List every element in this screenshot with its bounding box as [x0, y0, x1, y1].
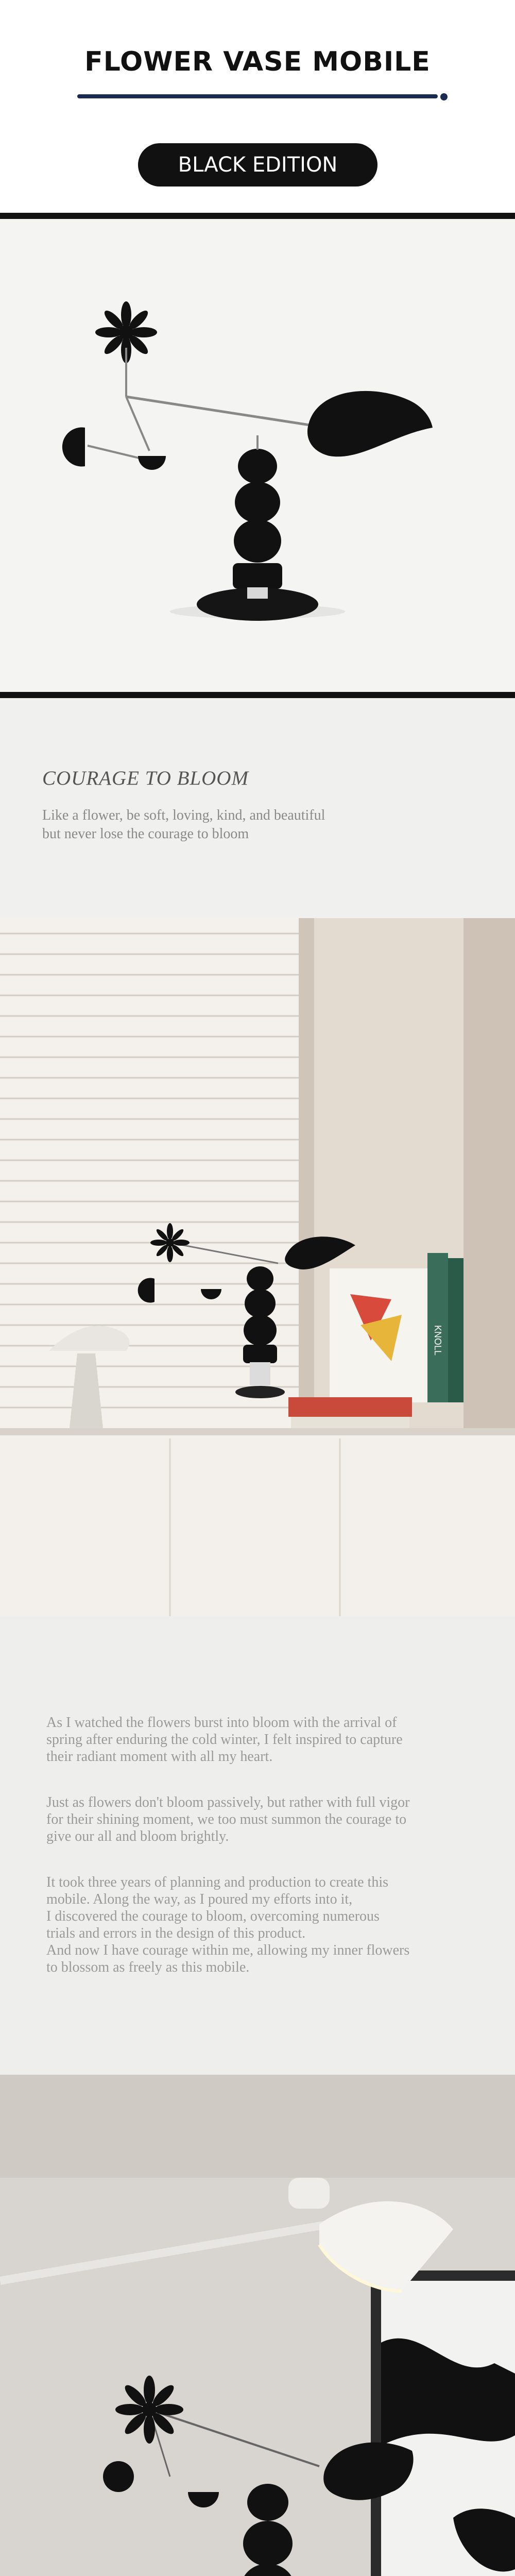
divider-bar-top — [0, 213, 515, 219]
story-line: trials and errors in the design of this product. — [46, 1925, 306, 1941]
story-line: As I watched the flowers burst into bloom with the arrival of — [46, 1715, 397, 1731]
quote-line: Like a flower, be soft, loving, kind, and beautiful — [42, 807, 325, 823]
quote-title: COURAGE TO BLOOM — [42, 767, 249, 789]
story-line: mobile. Along the way, as I poured my efforts into it, — [46, 1891, 353, 1907]
room-scene — [0, 918, 515, 1616]
story-paragraph-1 — [46, 1714, 469, 1765]
story-section — [0, 1616, 515, 2075]
lamp-photo — [0, 2075, 515, 2576]
story-paragraph-2 — [46, 1794, 469, 1845]
title-underline — [77, 94, 438, 98]
framed-art — [371, 2270, 515, 2576]
story-line: I discovered the courage to bloom, overcoming numerous — [46, 1908, 380, 1924]
lamp-scene — [0, 2075, 515, 2576]
title-underline-dot — [440, 93, 448, 100]
story-line: Just as flowers don't bloom passively, but rather with full vigor — [46, 1794, 410, 1810]
story-line: spring after enduring the cold winter, I felt inspired to capture — [46, 1732, 403, 1748]
story-line: And now I have courage within me, allowing my inner flowers — [46, 1942, 410, 1958]
story-paragraph-3 — [46, 1874, 469, 1976]
divider-bar-bottom — [0, 692, 515, 698]
story-line: for their shining moment, we too must summon the courage to — [46, 1811, 407, 1827]
story-line: to blossom as freely as this mobile. — [46, 1959, 250, 1975]
edition-badge: BLACK EDITION — [138, 143, 377, 187]
story-line: their radiant moment with all my heart. — [46, 1749, 273, 1765]
quote-body — [42, 806, 403, 843]
quote-line: but never lose the courage to bloom — [42, 826, 249, 842]
leaf-shape — [307, 391, 433, 456]
flower-icon — [95, 301, 157, 397]
mobile-product-illustration — [0, 219, 515, 693]
product-photo — [0, 219, 515, 693]
book-spine-text: KNOLL — [433, 1325, 443, 1356]
story-line: It took three years of planning and production to create this — [46, 1874, 389, 1890]
sub-rod — [126, 397, 149, 451]
room-photo — [0, 918, 515, 1616]
cabinet — [0, 1433, 515, 1616]
vase-stack — [233, 449, 282, 589]
story-line: give our all and bloom brightly. — [46, 1828, 229, 1844]
semi-disc-weight — [138, 456, 166, 470]
page-title: FLOWER VASE MOBILE — [84, 46, 431, 77]
